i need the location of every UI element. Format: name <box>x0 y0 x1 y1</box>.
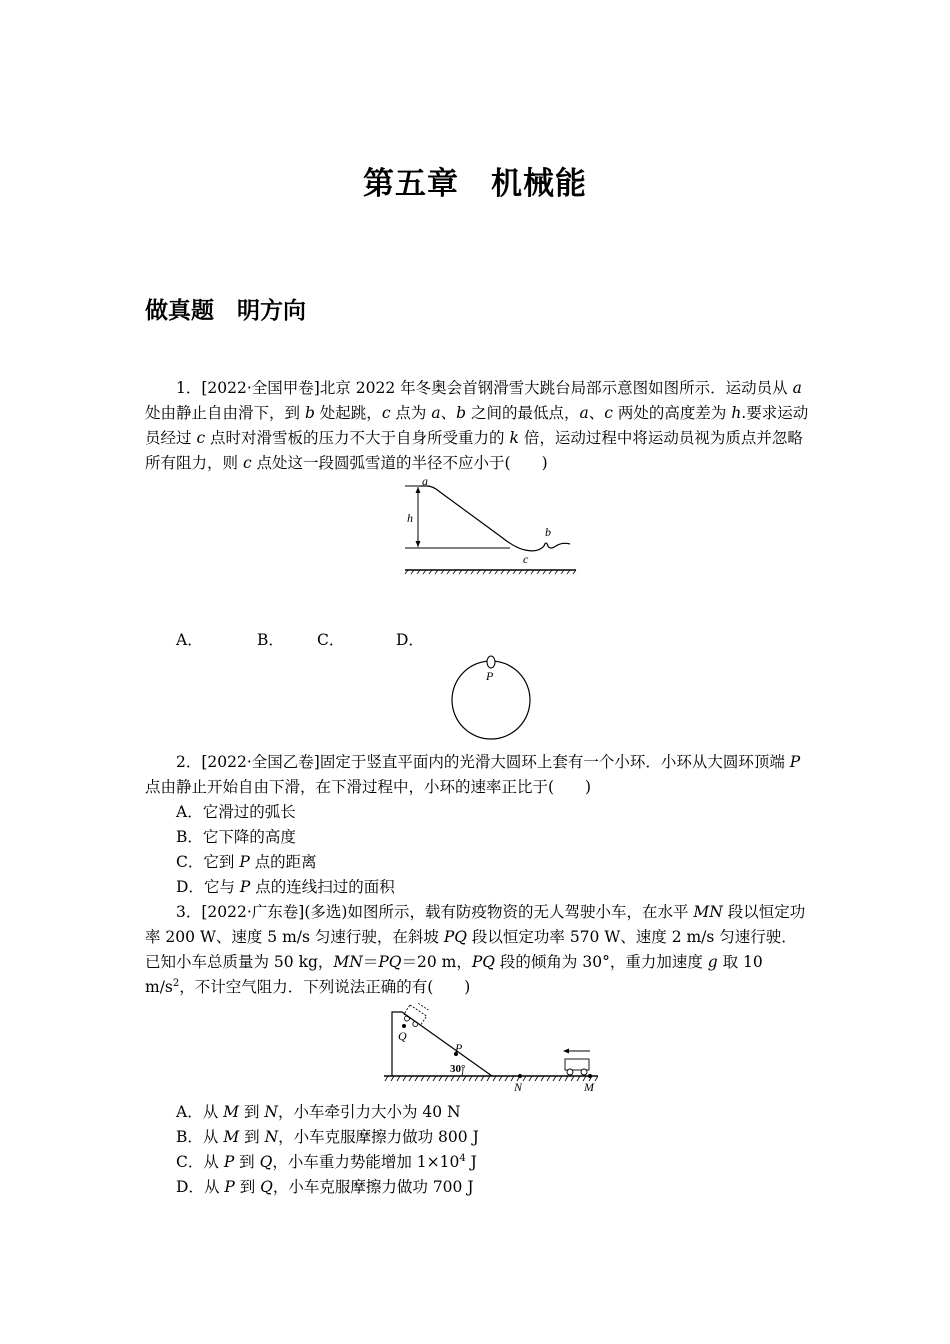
circle-ring-figure <box>448 654 534 740</box>
label-a: a <box>422 474 428 488</box>
label-q: Q <box>398 1029 407 1043</box>
label-m: M <box>584 1080 594 1094</box>
question-3-text: 3．[2022·广东卷](多选)如图所示，载有防疫物资的无人驾驶小车，在水平 MN 段以恒定功率 200 W、速度 5 m/s 匀速行驶，在斜坡 PQ 段以恒定功率 570 W、速度 2 m/s 匀速行驶．已知小车总质量为 50 kg，MN＝PQ＝20 m，PQ 段的倾角为 30°，重力加速度 g 取 10 $m/s^2$，不计空气阻力．下列说法正确的有( ) <box>145 903 806 996</box>
option-a[interactable]: A． <box>176 631 203 649</box>
question-3-source: [2022·广东卷] <box>201 903 305 921</box>
option-c[interactable]: C． <box>317 631 345 649</box>
q3-option-a[interactable]: A．从 M 到 N，小车牵引力大小为 40 N <box>176 1103 461 1121</box>
q2-option-c[interactable]: C．它到 P 点的距离 <box>176 853 317 871</box>
ski-jump-figure <box>400 474 585 578</box>
q3-option-b[interactable]: B．从 M 到 N，小车克服摩擦力做功 800 J <box>176 1128 479 1146</box>
label-p: P <box>486 669 494 683</box>
label-p: P <box>455 1041 463 1055</box>
label-c: c <box>523 552 529 566</box>
option-b[interactable]: B． <box>257 631 284 649</box>
label-angle: 30° <box>450 1063 466 1075</box>
q2-option-d[interactable]: D．它与 P 点的连线扫过的面积 <box>176 878 395 896</box>
q3-option-d[interactable]: D．从 P 到 Q，小车克服摩擦力做功 700 J <box>176 1178 474 1196</box>
label-b: b <box>545 525 551 539</box>
q2-option-a[interactable]: A．它滑过的弧长 <box>176 803 296 821</box>
question-2-text: 2．[2022·全国乙卷]固定于竖直平面内的光滑大圆环上套有一个小环．小环从大圆环顶端 P 点由静止开始自由下滑，在下滑过程中，小环的速率正比于( ) <box>145 753 801 796</box>
label-n: N <box>514 1080 523 1094</box>
chapter-title: 第五章 机械能 <box>363 166 587 202</box>
question-1-options <box>176 628 424 652</box>
question-1-source: [2022·全国甲卷] <box>201 379 320 397</box>
section-heading: 做真题 明方向 <box>145 297 306 324</box>
q3-option-c[interactable]: C．从 P 到 Q，小车重力势能增加 $1\times 10^4$ J <box>176 1153 477 1171</box>
label-h: h <box>407 511 413 525</box>
slope-cart-figure <box>380 1004 602 1096</box>
option-d[interactable]: D． <box>396 631 424 649</box>
question-1-text: 1．[2022·全国甲卷]北京 2022 年冬奥会首钢滑雪大跳台局部示意图如图所示．运动员从 a 处由静止自由滑下，到 b 处起跳，c 点为 a、b 之间的最低点，a、c 两处的高度差为 h.要求运动员经过 c 点时对滑雪板的压力不大于自身所受重力的 k 倍，运动过程中将运动员视为质点并忽略所有阻力，则 c 点处这一段圆弧雪道的半径不应小于( ) <box>145 379 809 472</box>
q2-option-b[interactable]: B．它下降的高度 <box>176 828 296 846</box>
question-2-source: [2022·全国乙卷] <box>201 753 320 771</box>
